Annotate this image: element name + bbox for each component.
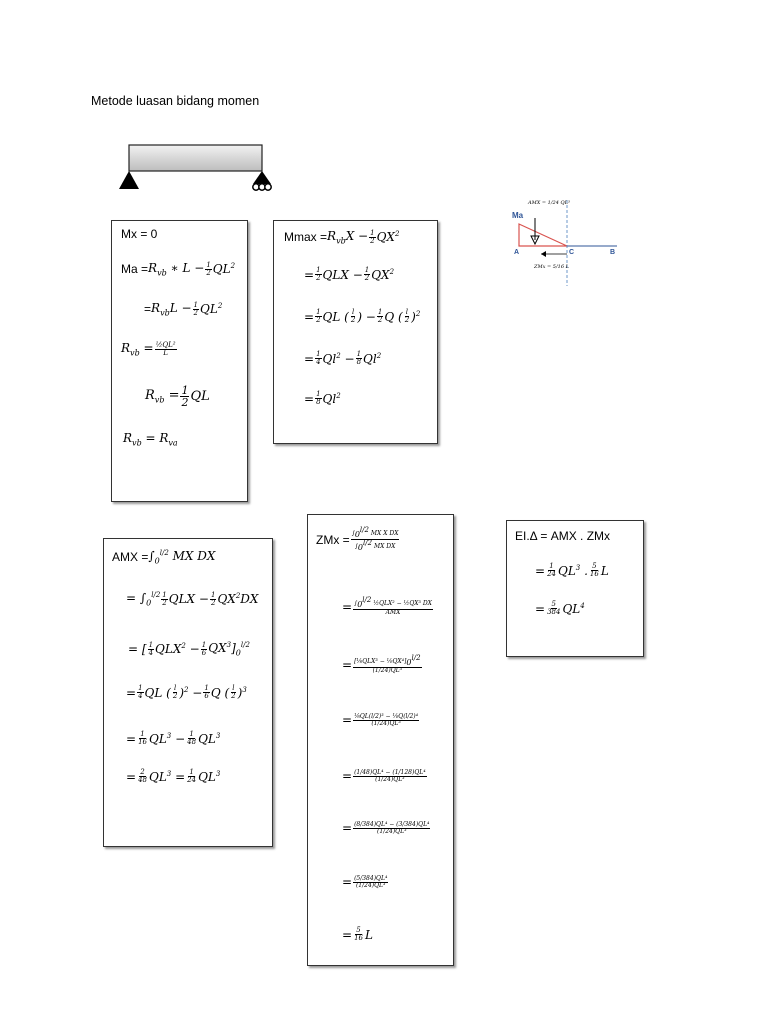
- label-b: B: [610, 249, 616, 256]
- ma-eq-2: = $R_{vb}L$ − $\frac{1}{2}$ $QL^2$: [144, 300, 223, 318]
- amx-note: AMX = 1/24 QL³: [528, 200, 570, 206]
- amx-eq-1: AMX = $\int_0^{l/2}$ MX DX: [112, 549, 216, 566]
- zmx-eq-3: = [⅙QLX³ − $\frac{1}{8}QX^4]_0^{l/2}$ (1/24)QL³: [342, 654, 421, 675]
- zmx-eq-2: = $\int_0^{l/2}$ ½QLX² − ½QX³ DX AMX: [342, 596, 432, 617]
- mmax-box: [273, 220, 438, 444]
- ei-eq-3: = $\frac{5}{384}$ $QL^4$: [535, 600, 585, 616]
- amx-eq-5: = $\frac{1}{16}$ $QL^3$ − $\frac{1}{48}$ $QL^3$: [126, 730, 221, 746]
- mmax-eq-2: = $\frac{1}{2}$ QLX − $\frac{1}{2}$ $QX^2$: [304, 266, 395, 282]
- pin-support: [119, 171, 139, 189]
- ei-eq-2: = $\frac{1}{24}$ $QL^3$ . 5 16 L: [535, 562, 609, 578]
- zmx-eq-4: = $\frac{\text{⅙QL(l/2)³ − ⅛Q(l/2)⁴}}{\text{(1/24)QL³}}$: [342, 712, 419, 727]
- moment-diagram: [505, 196, 625, 288]
- rvb-eq-2: $R_{vb}$ = $\frac{1}{2}$ QL: [145, 384, 210, 409]
- amx-eq-3: = [ 1 4 $QLX^2$ − $\frac{1}{6}$ $QX^3]_0^{l/2}$: [128, 640, 250, 658]
- amx-eq-2: = $\int_0^{l/2}$ 1 2 QLX − $\frac{1}{2}$ $QX^2DX$: [126, 590, 259, 608]
- ma-eq-1: Ma = $R_{vb}$ ∗ L − $\frac{1}{2}$ $QL^2$: [121, 260, 236, 278]
- amx-eq-4: = $\frac{1}{4}$ QL ( l 2 )$^2$ − $\frac{1}{6}$ Q ( l 2 )$^3$: [126, 684, 247, 700]
- zmx-box: [307, 514, 454, 966]
- label-c: C: [569, 249, 575, 256]
- roller-support: [253, 171, 271, 184]
- beam: [129, 145, 262, 171]
- rvb-eq-3: $R_{vb} = R_{va}$: [123, 431, 178, 448]
- deflection-box: [506, 520, 644, 657]
- zmx-eq-6: = $\frac{\text{(8/384)QL⁴ − (3/384)QL⁴}}{\text{(1/24)QL³}}$: [342, 820, 430, 835]
- zmx-eq-7: = $\frac{\text{(5/384)QL⁴}}{\text{(1/24)QL³}}$: [342, 874, 388, 889]
- page-title: Metode luasan bidang momen: [91, 94, 260, 108]
- mmax-eq-4: = $\frac{1}{4}$ $Ql^2$ − $\frac{1}{8}$ Ql$^2$: [304, 350, 382, 366]
- zmx-eq-1: ZMx = $\frac{\int_0^{l/2} MX X DX}{\int_0^{l/2} MX DX}$: [316, 526, 399, 553]
- beam-diagram: [110, 138, 285, 198]
- label-a: A: [514, 249, 520, 256]
- amx-eq-6: = $\frac{2}{48}$ $QL^3$ = $\frac{1}{24}$ $QL^3$: [126, 768, 221, 784]
- mmax-eq-1: Mmax = $R_{vb}X$ − $\frac{1}{2}$ $QX^2$: [284, 228, 400, 246]
- reaction-box: [111, 220, 248, 502]
- mx-zero: Mx = 0: [121, 227, 158, 241]
- zmx-eq-5: = $\frac{\text{(1/48)QL⁴ − (1/128)QL⁴}}{\text{(1/24)QL³}}$: [342, 768, 426, 783]
- label-ma: Ma: [512, 211, 524, 220]
- amx-box: [103, 538, 273, 847]
- mmax-eq-3: = $\frac{1}{2}$ QL ( l 2 ) − $\frac{1}{2}$ Q ( l 2 )$^2$: [304, 308, 421, 324]
- zmx-eq-8: = $\frac{5}{16}$ L: [342, 926, 373, 942]
- zmx-note: ZMx = 5/16 L: [534, 264, 569, 270]
- mmax-eq-5: = $\frac{1}{8}$ Ql$^2$: [304, 390, 341, 406]
- rvb-eq-1: $R_{vb}$ = $\frac{\text{½QL²}}{L}$: [121, 340, 176, 358]
- ei-eq-1: EI.Δ = AMX . ZMx: [515, 529, 611, 543]
